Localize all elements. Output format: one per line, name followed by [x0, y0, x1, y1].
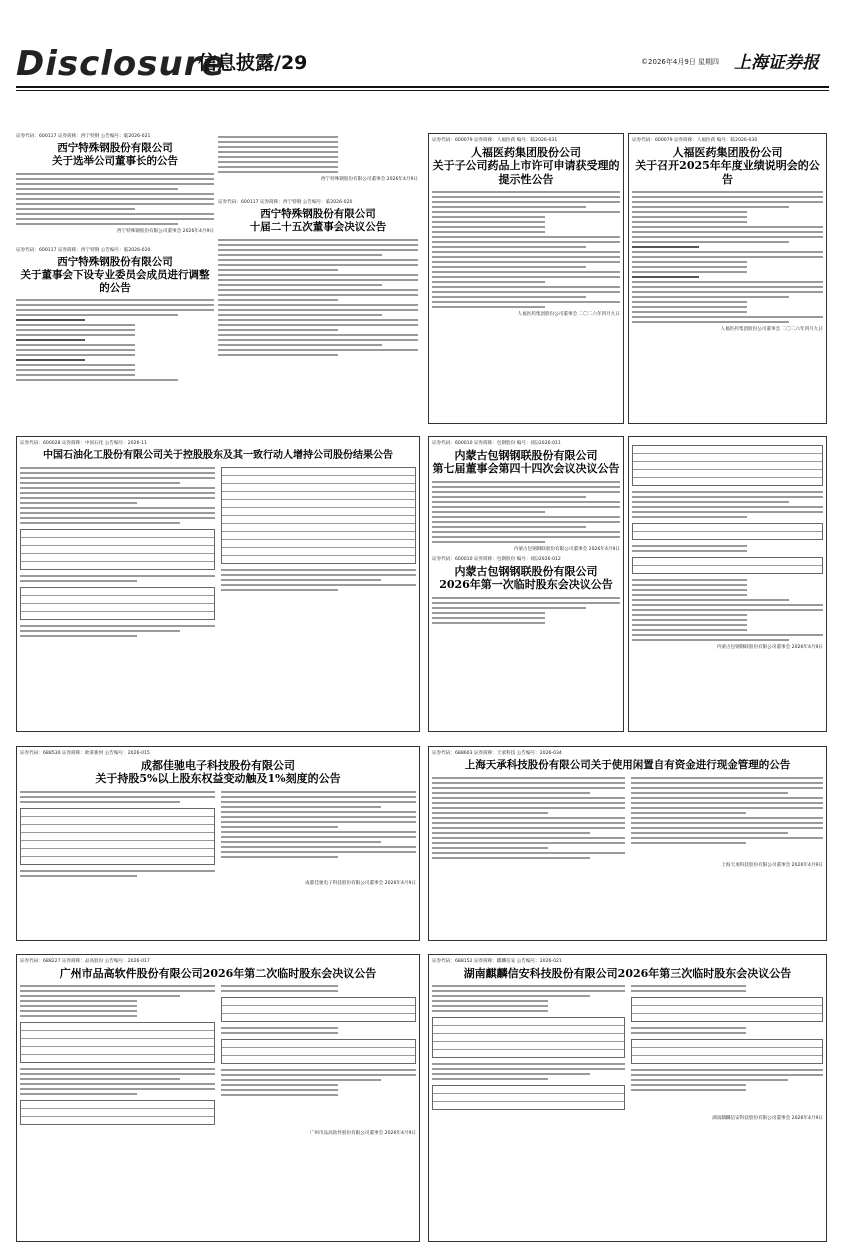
notice-title-meeting: 内蒙古包钢钢联股份有限公司 2026年第一次临时股东会决议公告	[439, 564, 613, 592]
notice-footer: 成都佳驰电子科技股份有限公司董事会 2026年4月9日	[305, 880, 416, 886]
notice-meta: 证券代码：600079 证券简称：人福医药 编号：临2026-031	[432, 138, 558, 143]
notice-title: 广州市品高软件股份有限公司2026年第二次临时股东会决议公告	[59, 967, 377, 980]
notice-title: 内蒙古包钢钢联股份有限公司 第七届董事会第四十四次会议决议公告	[432, 449, 620, 476]
notice-xining-continued	[218, 133, 418, 195]
masthead-brand: Disclosure	[16, 44, 226, 84]
notice-meta: 证券代码：688603 证券简称：天承科技 公告编号：2026-034	[432, 751, 562, 756]
notice-baogang-meeting-continued	[628, 436, 827, 732]
notice-meta: 证券代码：600028 证券简称：中国石化 公告编号：2026-11	[20, 441, 147, 446]
masthead-section: 信息披露/29	[198, 52, 308, 74]
notice-sinopec-increase	[16, 436, 420, 732]
notice-meta: 证券代码：688530 证券简称：欧莱新材 公告编号：2026-015	[20, 751, 150, 756]
notice-footer: 人福医药集团股份公司董事会 二〇二六年四月九日	[517, 312, 620, 318]
notice-humanwell-briefing	[628, 133, 827, 424]
notice-meta: 证券代码：688227 证券简称：品高股份 公告编号：2026-017	[20, 959, 150, 964]
notice-meta: 证券代码：600010 证券简称：包钢股份 编号：(临)2026-011	[432, 441, 561, 446]
notice-meta: 证券代码：600010 证券简称：包钢股份 编号：(临)2026-012	[432, 556, 561, 562]
masthead-rule-thin	[16, 90, 829, 91]
notice-pingao-meeting	[16, 954, 420, 1242]
notice-tiancheng-cash	[428, 746, 827, 941]
notice-footer: 西宁特殊钢股份有限公司董事会 2026年4月9日	[116, 228, 214, 234]
notice-title: 中国石油化工股份有限公司关于控股股东及其一致行动人增持公司股份结果公告	[43, 450, 393, 461]
notice-xining-board	[218, 199, 418, 424]
notice-meta: 证券代码：600117 证券简称：西宁特钢 公告编号：临2026-020	[218, 200, 353, 205]
notice-title: 湖南麒麟信安科技股份有限公司2026年第三次临时股东会决议公告	[463, 967, 792, 980]
notice-title: 成都佳驰电子科技股份有限公司 关于持股5%以上股东权益变动触及1%刻度的公告	[95, 759, 341, 786]
notice-meta: 证券代码：688152 证券简称：麒麟信安 公告编号：2026-021	[432, 959, 562, 964]
notice-kylinsec-meeting	[428, 954, 827, 1242]
notice-meta: 证券代码：600117 证券简称：西宁特钢 公告编号：临2026-021	[16, 134, 151, 139]
masthead-date: ©2026年4月9日 星期四	[641, 58, 719, 66]
masthead-rule	[16, 86, 829, 88]
notice-title: 人福医药集团股份公司 关于召开2025年年度业绩说明会的公告	[635, 146, 820, 186]
notice-footer: 人福医药集团股份公司董事会 二〇二六年四月九日	[720, 327, 823, 333]
notice-xining-committee	[16, 247, 214, 422]
notice-footer: 湖南麒麟信安科技股份有限公司董事会 2026年4月9日	[712, 1116, 823, 1122]
notice-title: 人福医药集团股份公司 关于子公司药品上市许可申请获受理的 提示性公告	[432, 146, 620, 186]
notice-footer: 西宁特殊钢股份有限公司董事会 2026年4月9日	[320, 177, 418, 182]
notice-meta: 证券代码：600079 证券简称：人福医药 编号：临2026-030	[632, 138, 758, 143]
notice-jiachi-equity	[16, 746, 420, 941]
notice-footer: 上海天承科技股份有限公司董事会 2026年4月9日	[721, 862, 823, 868]
notice-meta: 证券代码：600117 证券简称：西宁特钢 公告编号：临2026-020	[16, 248, 151, 253]
notice-title: 西宁特殊钢股份有限公司 关于选举公司董事长的公告	[52, 142, 178, 167]
masthead-paper-name: 上海证券报	[734, 53, 819, 73]
notice-xining-chairman	[16, 133, 214, 243]
notice-title: 西宁特殊钢股份有限公司 十届二十五次董事会决议公告	[249, 208, 387, 233]
notice-footer: 广州市品高软件股份有限公司董事会 2026年4月9日	[309, 1131, 416, 1137]
notice-title: 上海天承科技股份有限公司关于使用闲置自有资金进行现金管理的公告	[464, 759, 791, 771]
notice-baogang-board	[428, 436, 624, 732]
notice-humanwell-approval	[428, 133, 624, 424]
notice-footer: 内蒙古包钢钢联股份有限公司董事会 2026年4月9日	[716, 645, 823, 650]
notice-title: 西宁特殊钢股份有限公司 关于董事会下设专业委员会成员进行调整 的公告	[20, 256, 210, 294]
notice-footer: 内蒙古包钢钢联股份有限公司董事会 2026年4月9日	[513, 546, 620, 552]
